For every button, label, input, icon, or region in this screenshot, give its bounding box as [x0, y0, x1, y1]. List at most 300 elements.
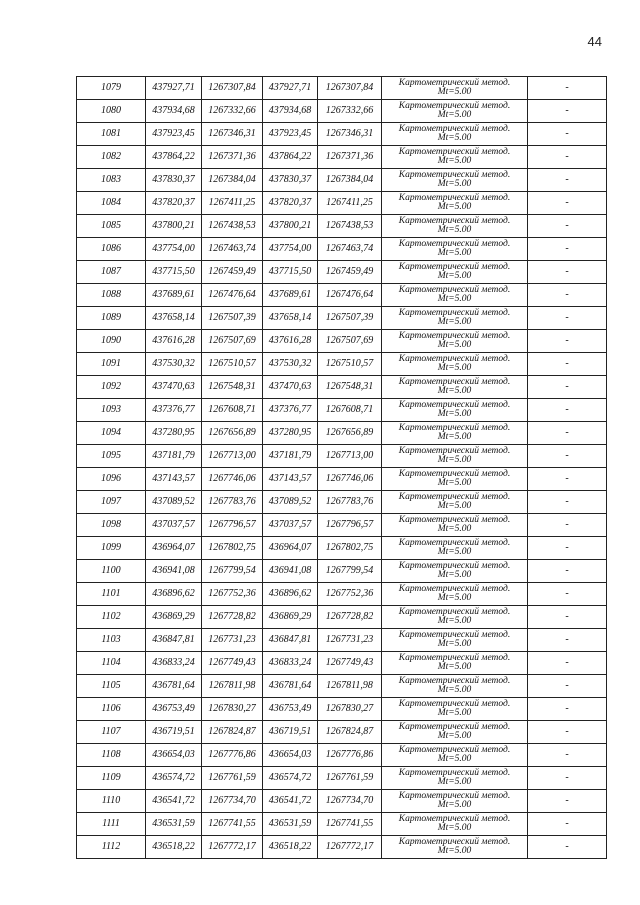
point-number-cell: 1088 [77, 284, 146, 307]
method-name: Картометрический метод. [398, 354, 511, 364]
table-row [77, 629, 607, 652]
x-existing-cell: 437470,63 [146, 376, 202, 399]
method-accuracy: Mt=5.00 [437, 432, 472, 442]
x-existing-cell: 437715,50 [146, 261, 202, 284]
x-existing-cell: 437830,37 [146, 169, 202, 192]
method-accuracy: Mt=5.00 [437, 248, 472, 258]
point-number-cell: 1091 [77, 353, 146, 376]
point-number-cell: 1111 [77, 813, 146, 836]
x-existing-cell: 436719,51 [146, 721, 202, 744]
table-row [77, 606, 607, 629]
x-refined-cell: 436518,22 [263, 836, 318, 859]
method-name: Картометрический метод. [398, 262, 511, 272]
method-accuracy: Mt=5.00 [437, 754, 472, 764]
method-accuracy: Mt=5.00 [437, 777, 472, 787]
y-refined-cell: 1267384,04 [318, 169, 382, 192]
note-cell: - [528, 836, 607, 859]
method-cell [382, 767, 528, 790]
method-accuracy: Mt=5.00 [437, 340, 472, 350]
point-number-cell: 1112 [77, 836, 146, 859]
point-number-cell: 1095 [77, 445, 146, 468]
table-row [77, 560, 607, 583]
method-accuracy: Mt=5.00 [437, 524, 472, 534]
x-existing-cell: 437923,45 [146, 123, 202, 146]
y-refined-cell: 1267463,74 [318, 238, 382, 261]
method-name: Картометрический метод. [398, 446, 511, 456]
y-refined-cell: 1267830,27 [318, 698, 382, 721]
x-existing-cell: 437376,77 [146, 399, 202, 422]
method-accuracy: Mt=5.00 [437, 846, 472, 856]
x-existing-cell: 436574,72 [146, 767, 202, 790]
method-accuracy: Mt=5.00 [437, 133, 472, 143]
y-existing-cell: 1267761,59 [202, 767, 263, 790]
note-cell: - [528, 146, 607, 169]
method-cell [382, 537, 528, 560]
method-cell [382, 215, 528, 238]
x-refined-cell: 437658,14 [263, 307, 318, 330]
method-accuracy: Mt=5.00 [437, 547, 472, 557]
x-refined-cell: 437143,57 [263, 468, 318, 491]
method-name: Картометрический метод. [398, 676, 511, 686]
method-cell [382, 192, 528, 215]
coordinates-table [76, 76, 607, 859]
method-accuracy: Mt=5.00 [437, 501, 472, 511]
point-number-cell: 1080 [77, 100, 146, 123]
point-number-cell: 1106 [77, 698, 146, 721]
table-row [77, 215, 607, 238]
table-row [77, 77, 607, 100]
x-refined-cell: 436541,72 [263, 790, 318, 813]
y-refined-cell: 1267507,69 [318, 330, 382, 353]
method-cell [382, 307, 528, 330]
method-accuracy: Mt=5.00 [437, 294, 472, 304]
method-name: Картометрический метод. [398, 193, 511, 203]
method-accuracy: Mt=5.00 [437, 616, 472, 626]
point-number-cell: 1110 [77, 790, 146, 813]
method-cell [382, 284, 528, 307]
method-accuracy: Mt=5.00 [437, 800, 472, 810]
x-existing-cell: 436531,59 [146, 813, 202, 836]
method-accuracy: Mt=5.00 [437, 708, 472, 718]
y-refined-cell: 1267811,98 [318, 675, 382, 698]
method-cell [382, 629, 528, 652]
point-number-cell: 1085 [77, 215, 146, 238]
note-cell: - [528, 353, 607, 376]
x-refined-cell: 437689,61 [263, 284, 318, 307]
note-cell: - [528, 491, 607, 514]
method-accuracy: Mt=5.00 [437, 156, 472, 166]
point-number-cell: 1089 [77, 307, 146, 330]
y-existing-cell: 1267802,75 [202, 537, 263, 560]
y-existing-cell: 1267734,70 [202, 790, 263, 813]
x-existing-cell: 436896,62 [146, 583, 202, 606]
point-number-cell: 1101 [77, 583, 146, 606]
y-refined-cell: 1267796,57 [318, 514, 382, 537]
y-refined-cell: 1267802,75 [318, 537, 382, 560]
method-name: Картометрический метод. [398, 630, 511, 640]
y-existing-cell: 1267548,31 [202, 376, 263, 399]
y-existing-cell: 1267783,76 [202, 491, 263, 514]
y-existing-cell: 1267411,25 [202, 192, 263, 215]
note-cell: - [528, 238, 607, 261]
method-name: Картометрический метод. [398, 561, 511, 571]
method-cell [382, 698, 528, 721]
y-refined-cell: 1267346,31 [318, 123, 382, 146]
table-row [77, 284, 607, 307]
table-row [77, 813, 607, 836]
x-existing-cell: 436964,07 [146, 537, 202, 560]
method-accuracy: Mt=5.00 [437, 87, 472, 97]
y-refined-cell: 1267746,06 [318, 468, 382, 491]
y-refined-cell: 1267752,36 [318, 583, 382, 606]
method-name: Картометрический метод. [398, 331, 511, 341]
method-cell [382, 77, 528, 100]
point-number-cell: 1079 [77, 77, 146, 100]
method-cell [382, 238, 528, 261]
method-cell [382, 560, 528, 583]
note-cell: - [528, 606, 607, 629]
note-cell: - [528, 721, 607, 744]
note-cell: - [528, 77, 607, 100]
x-refined-cell: 437820,37 [263, 192, 318, 215]
y-refined-cell: 1267761,59 [318, 767, 382, 790]
method-cell [382, 100, 528, 123]
point-number-cell: 1090 [77, 330, 146, 353]
method-accuracy: Mt=5.00 [437, 202, 472, 212]
table-row [77, 330, 607, 353]
method-cell [382, 583, 528, 606]
x-refined-cell: 437715,50 [263, 261, 318, 284]
point-number-cell: 1105 [77, 675, 146, 698]
y-existing-cell: 1267608,71 [202, 399, 263, 422]
method-cell [382, 721, 528, 744]
x-refined-cell: 437754,00 [263, 238, 318, 261]
x-existing-cell: 436847,81 [146, 629, 202, 652]
y-existing-cell: 1267713,00 [202, 445, 263, 468]
table-row [77, 790, 607, 813]
method-name: Картометрический метод. [398, 745, 511, 755]
method-accuracy: Mt=5.00 [437, 110, 472, 120]
table-row [77, 376, 607, 399]
x-existing-cell: 437820,37 [146, 192, 202, 215]
page-number: 44 [587, 34, 602, 49]
note-cell: - [528, 652, 607, 675]
table-row [77, 100, 607, 123]
note-cell: - [528, 744, 607, 767]
y-refined-cell: 1267824,87 [318, 721, 382, 744]
method-name: Картометрический метод. [398, 837, 511, 847]
table-row [77, 583, 607, 606]
note-cell: - [528, 813, 607, 836]
y-existing-cell: 1267438,53 [202, 215, 263, 238]
x-refined-cell: 436753,49 [263, 698, 318, 721]
method-name: Картометрический метод. [398, 492, 511, 502]
note-cell: - [528, 215, 607, 238]
x-existing-cell: 436869,29 [146, 606, 202, 629]
method-cell [382, 146, 528, 169]
table-row [77, 675, 607, 698]
y-refined-cell: 1267776,86 [318, 744, 382, 767]
method-cell [382, 836, 528, 859]
y-existing-cell: 1267510,57 [202, 353, 263, 376]
method-accuracy: Mt=5.00 [437, 386, 472, 396]
method-cell [382, 376, 528, 399]
x-existing-cell: 437530,32 [146, 353, 202, 376]
x-refined-cell: 436896,62 [263, 583, 318, 606]
note-cell: - [528, 100, 607, 123]
method-cell [382, 813, 528, 836]
table-row [77, 146, 607, 169]
table-row [77, 445, 607, 468]
method-accuracy: Mt=5.00 [437, 593, 472, 603]
table-row [77, 169, 607, 192]
method-name: Картометрический метод. [398, 285, 511, 295]
x-existing-cell: 437181,79 [146, 445, 202, 468]
y-refined-cell: 1267371,36 [318, 146, 382, 169]
y-existing-cell: 1267796,57 [202, 514, 263, 537]
y-refined-cell: 1267731,23 [318, 629, 382, 652]
method-accuracy: Mt=5.00 [437, 639, 472, 649]
y-existing-cell: 1267332,66 [202, 100, 263, 123]
method-accuracy: Mt=5.00 [437, 455, 472, 465]
y-existing-cell: 1267476,64 [202, 284, 263, 307]
x-existing-cell: 436781,64 [146, 675, 202, 698]
x-refined-cell: 437830,37 [263, 169, 318, 192]
y-refined-cell: 1267438,53 [318, 215, 382, 238]
table-row [77, 399, 607, 422]
method-accuracy: Mt=5.00 [437, 225, 472, 235]
method-accuracy: Mt=5.00 [437, 662, 472, 672]
point-number-cell: 1096 [77, 468, 146, 491]
point-number-cell: 1099 [77, 537, 146, 560]
table-row [77, 353, 607, 376]
table-row [77, 261, 607, 284]
note-cell: - [528, 123, 607, 146]
note-cell: - [528, 169, 607, 192]
y-refined-cell: 1267799,54 [318, 560, 382, 583]
method-name: Картометрический метод. [398, 699, 511, 709]
x-refined-cell: 437934,68 [263, 100, 318, 123]
x-refined-cell: 436964,07 [263, 537, 318, 560]
table-row [77, 537, 607, 560]
method-name: Картометрический метод. [398, 78, 511, 88]
table-row [77, 836, 607, 859]
method-name: Картометрический метод. [398, 101, 511, 111]
note-cell: - [528, 445, 607, 468]
point-number-cell: 1102 [77, 606, 146, 629]
table-row [77, 652, 607, 675]
y-existing-cell: 1267307,84 [202, 77, 263, 100]
table-row [77, 721, 607, 744]
y-refined-cell: 1267507,39 [318, 307, 382, 330]
y-existing-cell: 1267507,39 [202, 307, 263, 330]
method-cell [382, 790, 528, 813]
point-number-cell: 1084 [77, 192, 146, 215]
y-existing-cell: 1267776,86 [202, 744, 263, 767]
method-accuracy: Mt=5.00 [437, 271, 472, 281]
table-row [77, 468, 607, 491]
x-existing-cell: 436941,08 [146, 560, 202, 583]
point-number-cell: 1092 [77, 376, 146, 399]
x-refined-cell: 437470,63 [263, 376, 318, 399]
y-existing-cell: 1267728,82 [202, 606, 263, 629]
note-cell: - [528, 376, 607, 399]
x-existing-cell: 437754,00 [146, 238, 202, 261]
x-existing-cell: 437689,61 [146, 284, 202, 307]
y-refined-cell: 1267459,49 [318, 261, 382, 284]
method-accuracy: Mt=5.00 [437, 363, 472, 373]
y-refined-cell: 1267772,17 [318, 836, 382, 859]
table-row [77, 744, 607, 767]
y-refined-cell: 1267510,57 [318, 353, 382, 376]
x-refined-cell: 436574,72 [263, 767, 318, 790]
point-number-cell: 1094 [77, 422, 146, 445]
x-existing-cell: 436753,49 [146, 698, 202, 721]
method-name: Картометрический метод. [398, 124, 511, 134]
x-refined-cell: 437616,28 [263, 330, 318, 353]
method-name: Картометрический метод. [398, 377, 511, 387]
method-cell [382, 675, 528, 698]
y-existing-cell: 1267830,27 [202, 698, 263, 721]
method-cell [382, 261, 528, 284]
point-number-cell: 1086 [77, 238, 146, 261]
method-accuracy: Mt=5.00 [437, 317, 472, 327]
note-cell: - [528, 767, 607, 790]
y-existing-cell: 1267731,23 [202, 629, 263, 652]
x-existing-cell: 437934,68 [146, 100, 202, 123]
y-refined-cell: 1267713,00 [318, 445, 382, 468]
note-cell: - [528, 675, 607, 698]
y-existing-cell: 1267749,43 [202, 652, 263, 675]
table-row [77, 192, 607, 215]
table-row [77, 767, 607, 790]
table-row [77, 307, 607, 330]
note-cell: - [528, 560, 607, 583]
point-number-cell: 1107 [77, 721, 146, 744]
method-name: Картометрический метод. [398, 515, 511, 525]
method-accuracy: Mt=5.00 [437, 179, 472, 189]
y-existing-cell: 1267746,06 [202, 468, 263, 491]
x-refined-cell: 436847,81 [263, 629, 318, 652]
x-refined-cell: 437927,71 [263, 77, 318, 100]
method-name: Картометрический метод. [398, 170, 511, 180]
note-cell: - [528, 790, 607, 813]
y-existing-cell: 1267371,36 [202, 146, 263, 169]
method-cell [382, 468, 528, 491]
y-existing-cell: 1267346,31 [202, 123, 263, 146]
y-existing-cell: 1267463,74 [202, 238, 263, 261]
point-number-cell: 1093 [77, 399, 146, 422]
method-name: Картометрический метод. [398, 423, 511, 433]
method-name: Картометрический метод. [398, 768, 511, 778]
x-refined-cell: 436531,59 [263, 813, 318, 836]
method-cell [382, 491, 528, 514]
table-row [77, 422, 607, 445]
point-number-cell: 1087 [77, 261, 146, 284]
table-row [77, 238, 607, 261]
x-existing-cell: 437800,21 [146, 215, 202, 238]
note-cell: - [528, 514, 607, 537]
x-refined-cell: 436869,29 [263, 606, 318, 629]
x-refined-cell: 437280,95 [263, 422, 318, 445]
method-name: Картометрический метод. [398, 147, 511, 157]
y-existing-cell: 1267384,04 [202, 169, 263, 192]
note-cell: - [528, 192, 607, 215]
note-cell: - [528, 330, 607, 353]
x-existing-cell: 436518,22 [146, 836, 202, 859]
note-cell: - [528, 583, 607, 606]
method-accuracy: Mt=5.00 [437, 478, 472, 488]
y-existing-cell: 1267772,17 [202, 836, 263, 859]
point-number-cell: 1100 [77, 560, 146, 583]
x-refined-cell: 437037,57 [263, 514, 318, 537]
x-refined-cell: 437089,52 [263, 491, 318, 514]
method-cell [382, 652, 528, 675]
y-existing-cell: 1267811,98 [202, 675, 263, 698]
method-name: Картометрический метод. [398, 791, 511, 801]
y-existing-cell: 1267741,55 [202, 813, 263, 836]
note-cell: - [528, 537, 607, 560]
method-name: Картометрический метод. [398, 584, 511, 594]
note-cell: - [528, 307, 607, 330]
point-number-cell: 1103 [77, 629, 146, 652]
x-existing-cell: 437280,95 [146, 422, 202, 445]
y-existing-cell: 1267752,36 [202, 583, 263, 606]
note-cell: - [528, 698, 607, 721]
y-existing-cell: 1267799,54 [202, 560, 263, 583]
x-existing-cell: 437616,28 [146, 330, 202, 353]
x-existing-cell: 437089,52 [146, 491, 202, 514]
y-refined-cell: 1267741,55 [318, 813, 382, 836]
x-refined-cell: 436781,64 [263, 675, 318, 698]
method-name: Картометрический метод. [398, 239, 511, 249]
method-cell [382, 123, 528, 146]
y-refined-cell: 1267656,89 [318, 422, 382, 445]
method-cell [382, 422, 528, 445]
method-cell [382, 514, 528, 537]
y-refined-cell: 1267332,66 [318, 100, 382, 123]
y-refined-cell: 1267728,82 [318, 606, 382, 629]
note-cell: - [528, 284, 607, 307]
table-row [77, 491, 607, 514]
point-number-cell: 1082 [77, 146, 146, 169]
y-refined-cell: 1267749,43 [318, 652, 382, 675]
note-cell: - [528, 629, 607, 652]
method-cell [382, 169, 528, 192]
x-refined-cell: 437923,45 [263, 123, 318, 146]
point-number-cell: 1098 [77, 514, 146, 537]
y-refined-cell: 1267548,31 [318, 376, 382, 399]
x-refined-cell: 436719,51 [263, 721, 318, 744]
y-refined-cell: 1267411,25 [318, 192, 382, 215]
method-name: Картометрический метод. [398, 469, 511, 479]
point-number-cell: 1108 [77, 744, 146, 767]
method-name: Картометрический метод. [398, 216, 511, 226]
point-number-cell: 1109 [77, 767, 146, 790]
x-existing-cell: 436541,72 [146, 790, 202, 813]
method-accuracy: Mt=5.00 [437, 570, 472, 580]
method-name: Картометрический метод. [398, 814, 511, 824]
method-accuracy: Mt=5.00 [437, 409, 472, 419]
y-refined-cell: 1267734,70 [318, 790, 382, 813]
note-cell: - [528, 422, 607, 445]
point-number-cell: 1104 [77, 652, 146, 675]
y-refined-cell: 1267476,64 [318, 284, 382, 307]
method-accuracy: Mt=5.00 [437, 823, 472, 833]
y-existing-cell: 1267459,49 [202, 261, 263, 284]
method-cell [382, 330, 528, 353]
x-existing-cell: 436654,03 [146, 744, 202, 767]
